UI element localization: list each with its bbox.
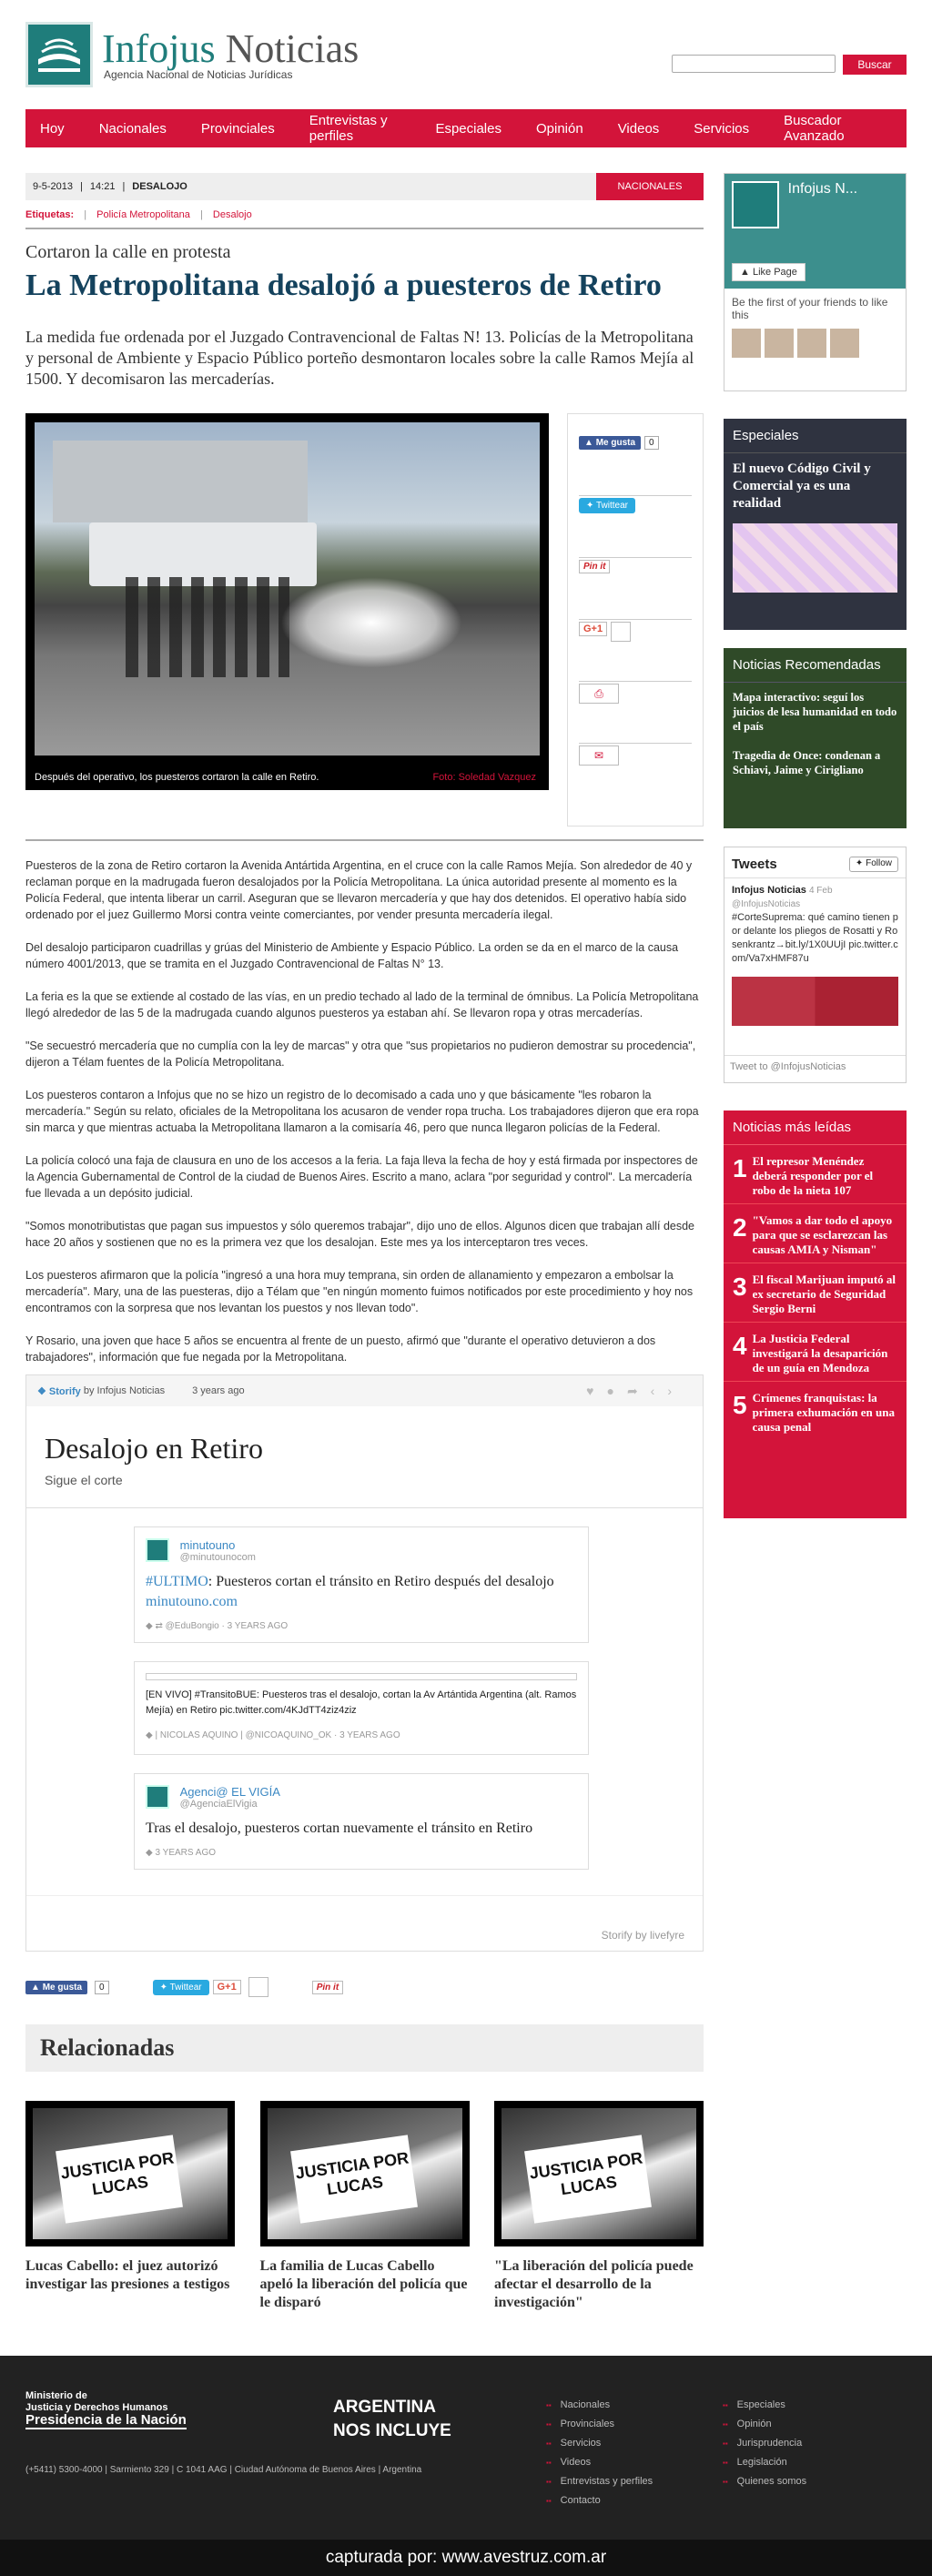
- related-heading: Relacionadas: [25, 2024, 704, 2072]
- article-photo[interactable]: [35, 422, 540, 756]
- nav-item-provinciales[interactable]: Provinciales: [200, 120, 275, 137]
- nav-item-opinion[interactable]: Opinión: [535, 120, 583, 137]
- capture-credit: capturada por: www.avestruz.com.ar: [0, 2540, 932, 2576]
- tweet-text: : Puesteros cortan el tránsito en Retiro después del desalojo: [208, 1574, 554, 1589]
- storify-author[interactable]: Infojus Noticias: [96, 1385, 166, 1396]
- related-item[interactable]: [494, 2101, 704, 2312]
- google-plus-button[interactable]: G+1: [213, 1980, 241, 1994]
- related-title[interactable]: Lucas Cabello: el juez autorizó investigar las presiones a testigos: [25, 2258, 230, 2292]
- tweet-hashtag[interactable]: #ULTIMO: [146, 1574, 208, 1589]
- photo-credit: Foto: Soledad Vazquez: [432, 772, 536, 783]
- nav-item-especiales[interactable]: Especiales: [435, 120, 501, 137]
- article-paragraph: Del desalojo participaron cuadrillas y grúas del Ministerio de Ambiente y Espacio Público. La orden se da en el marco de la causa número 4001/2013, que se tramita en el Juzgado Contravencional de Faltas N° 13.: [25, 941, 679, 970]
- storify-title: Desalojo en Retiro: [45, 1432, 263, 1465]
- storify-logo[interactable]: ❖ Storify: [37, 1385, 81, 1397]
- mas-leida-item[interactable]: 3 El fiscal Marijuan imputó al ex secretario de Seguridad Sergio Berni: [724, 1263, 907, 1323]
- mas-leida-item[interactable]: 2 "Vamos a dar todo el apoyo para que se esclarezcan las causas AMIA y Nisman": [724, 1204, 907, 1263]
- facebook-like-button[interactable]: ▲ Me gusta: [579, 436, 641, 450]
- page-name[interactable]: Infojus N...: [787, 181, 858, 197]
- article-date: 9-5-2013: [33, 181, 74, 192]
- nav-item-nacionales[interactable]: Nacionales: [98, 120, 167, 137]
- article-paragraph: Los puesteros contaron a Infojus que no se hizo un registro de lo decomisado a cada uno y que básicamente "les robaron la mercadería." Según su relato, oficiales de la Metropolitana los acusaron de vender ropa trucha. Los trabajadores dijeron que era ropa sin marca y que mientras actuaba la Metropolitana llamaron a la comisaría 46, pero que nunca llegaron policías de la Federal.: [25, 1089, 699, 1134]
- mas-leida-item[interactable]: 5 Crímenes franquistas: la primera exhumación en una causa penal: [733, 1391, 895, 1434]
- especiales-image[interactable]: [733, 523, 897, 593]
- bird-icon: ◆: [146, 1621, 153, 1631]
- footer-link[interactable]: ▪▪ Provinciales: [546, 2415, 653, 2434]
- tweet-handle: @minutounocom: [179, 1552, 256, 1563]
- brand-subtitle: Agencia Nacional de Noticias Jurídicas: [104, 68, 293, 81]
- main-nav: [25, 109, 907, 147]
- brand-name: Infojus: [102, 26, 216, 71]
- article-title: La Metropolitana desalojó a puesteros de Retiro: [25, 269, 662, 302]
- search-button[interactable]: Buscar: [843, 55, 907, 75]
- bottom-share-row: [25, 1977, 704, 1997]
- avatar[interactable]: [146, 1785, 169, 1809]
- article-photo-frame: [25, 413, 549, 790]
- twitter-share-button[interactable]: ✦ Twittear: [579, 498, 635, 513]
- twitter-share-button[interactable]: ✦ Twittear: [153, 1980, 209, 1995]
- facebook-like-button[interactable]: ▲ Me gusta: [25, 1981, 87, 1994]
- nav-item-videos[interactable]: Videos: [617, 120, 660, 137]
- article-meta: 9-5-2013 | 14:21 | DESALOJO NACIONALES: [25, 173, 704, 200]
- search-form: [672, 55, 907, 75]
- storify-subtitle: Sigue el corte: [45, 1473, 123, 1487]
- share-panel: [567, 413, 704, 827]
- article-paragraph: Puesteros de la zona de Retiro cortaron la Avenida Antártida Argentina, en el cruce con la calle Ramos Mejía. Son alrededor de 40 y reclaman porque en la madrugada fueron desalojados por la Policía Metropolitana. La única autoridad presente al momento es la Policía Federal, que intenta liberar un carril. Aseguran que se llevaron mercadería y que hay dos detenidos. El operativo había sido ordenado por el juez Guillermo Morsi contra veinte comerciantes, por vender presunta mercadería ilegal.: [25, 859, 693, 921]
- follow-button[interactable]: ✦ Follow: [849, 857, 898, 872]
- tweet-text: [EN VIVO] #TransitoBUE: Puesteros tras el desalojo, cortan la Av Artántida Argentina (alt. Ramos Mejía) en Retiro pic.twitter.com/4KJdTT4ziz4ziz: [146, 1689, 577, 1716]
- facebook-page-widget: [724, 173, 907, 391]
- storify-tweet: [134, 1773, 589, 1870]
- site-header: [0, 0, 932, 109]
- footer-link[interactable]: ▪▪ Entrevistas y perfiles: [546, 2472, 653, 2491]
- bird-icon: ◆: [146, 1730, 153, 1740]
- tweet-meta: | NICOLAS AQUINO | @NICOAQUINO_OK · 3 YEARS AGO: [155, 1730, 400, 1740]
- nav-item-entrevistas[interactable]: Entrevistas y perfiles: [309, 113, 388, 144]
- logo-book-icon: [25, 22, 93, 87]
- friend-faces: [732, 329, 898, 358]
- article-kicker: Cortaron la calle en protesta: [25, 242, 231, 262]
- email-icon[interactable]: ✉: [579, 745, 619, 766]
- storify-time: 3 years ago: [192, 1385, 245, 1396]
- footer-link[interactable]: ▪▪ Legislación: [723, 2453, 806, 2472]
- tweet-author[interactable]: Infojus Noticias: [732, 885, 806, 896]
- related-image[interactable]: [260, 2101, 470, 2246]
- sign-text: JUSTICIA POR LUCAS: [524, 2135, 652, 2223]
- footer-links-col1: [546, 2396, 653, 2510]
- footer-links-col2: [723, 2396, 806, 2491]
- mas-leidas-heading: Noticias más leídas: [724, 1111, 907, 1145]
- avatar[interactable]: [146, 1538, 169, 1562]
- tag-link[interactable]: Desalojo: [212, 209, 252, 220]
- tweet-meta: @EduBongio · 3 YEARS AGO: [165, 1621, 289, 1631]
- tag-link[interactable]: Policía Metropolitana: [96, 209, 190, 220]
- tweet-handle: @InfojusNoticias: [732, 899, 801, 909]
- article-paragraph: "Somos monotributistas que pagan sus impuestos y sólo queremos trabajar", dijo uno de ellos. Algunos dicen que trabajan allí desde hace 20 años y sostienen que no es la primera vez que los desalojan. Este mes ya los interceptaron tres veces.: [25, 1220, 695, 1249]
- related-list: [25, 2101, 704, 2312]
- related-title[interactable]: "La liberación del policía puede afectar el desarrollo de la investigación": [494, 2258, 694, 2310]
- recomendada-item[interactable]: Tragedia de Once: condenan a Schiavi, Jaime y Cirigliano: [733, 749, 881, 776]
- article-media: [25, 413, 704, 827]
- like-count: 0: [644, 436, 659, 450]
- article-paragraph: La feria es la que se extiende al costado de las vías, en un predio techado al lado de la terminal de ómnibus. La Policía Metropolitana llegó alrededor de las 5 de la madrugada cuando algunos puesteros ya estaban ahí. Se llevaron ropa y otras mercaderías.: [25, 990, 699, 1019]
- page-avatar[interactable]: [732, 181, 779, 228]
- article-time: 14:21: [89, 181, 116, 192]
- footer-link[interactable]: ▪▪ Opinión: [723, 2415, 806, 2434]
- related-title[interactable]: La familia de Lucas Cabello apeló la liberación del policía que le disparó: [259, 2258, 468, 2310]
- tweet-date: 4 Feb: [808, 886, 833, 896]
- tweet-to-input[interactable]: Tweet to @InfojusNoticias: [724, 1055, 906, 1082]
- footer-link[interactable]: ▪▪ Nacionales: [546, 2396, 653, 2415]
- related-image[interactable]: [25, 2101, 235, 2246]
- related-image[interactable]: [494, 2101, 704, 2246]
- friends-text: Be the first of your friends to like this: [732, 296, 888, 321]
- photo-caption: Después del operativo, los puesteros cortaron la calle en Retiro.: [35, 772, 319, 783]
- gplus-count: [611, 622, 631, 642]
- nav-item-servicios[interactable]: Servicios: [694, 120, 750, 137]
- pinterest-button[interactable]: Pin it: [312, 1981, 343, 1994]
- storify-footer[interactable]: Storify by livefyre: [26, 1895, 703, 1951]
- tweet-image[interactable]: [732, 977, 898, 1026]
- bird-icon: ◆: [146, 1848, 153, 1858]
- nav-item-hoy[interactable]: Hoy: [40, 120, 65, 137]
- recomendada-item[interactable]: Mapa interactivo: seguí los juicios de lesa humanidad en todo el país: [733, 691, 897, 733]
- search-input[interactable]: [672, 55, 836, 73]
- pinterest-button[interactable]: Pin it: [579, 560, 610, 573]
- article-paragraph: Y Rosario, una joven que hace 5 años se encuentra al frente de un puesto, afirmó que "durante el operativo detuvieron a dos trabajadores", información que fue negada por la Metropolitana.: [25, 1334, 656, 1364]
- print-icon[interactable]: ⎙: [579, 684, 619, 704]
- article-section: DESALOJO: [132, 181, 187, 192]
- especiales-box: [724, 419, 907, 630]
- tags-label: Etiquetas:: [25, 209, 75, 220]
- article-tags: Etiquetas: | Policía Metropolitana | Desalojo: [25, 200, 704, 229]
- sidebar: [724, 173, 907, 2312]
- like-count: 0: [95, 1981, 109, 1994]
- ministerio-logo[interactable]: Ministerio de Justicia y Derechos Humanos Presidencia de la Nación: [25, 2390, 187, 2428]
- footer-link[interactable]: ▪▪ Jurisprudencia: [723, 2434, 806, 2453]
- sign-text: JUSTICIA POR LUCAS: [56, 2135, 183, 2223]
- twitter-widget: [724, 847, 907, 1083]
- site-footer: [0, 2356, 932, 2540]
- footer-link[interactable]: ▪▪ Especiales: [723, 2396, 806, 2415]
- retweet-icon: ⇄: [155, 1621, 163, 1631]
- storify-tweet: [134, 1526, 589, 1643]
- storify-header: ❖ Storify by Infojus Noticias 3 years ago ♥●➦‹›: [26, 1375, 703, 1406]
- gplus-count: [248, 1977, 268, 1997]
- like-page-button[interactable]: ▲ Like Page: [732, 263, 805, 281]
- sign-text: JUSTICIA POR LUCAS: [290, 2135, 418, 2223]
- related-item[interactable]: [260, 2101, 470, 2312]
- mas-leida-item[interactable]: 4 La Justicia Federal investigará la desaparición de un guía en Mendoza: [724, 1323, 907, 1382]
- tweet-author[interactable]: Agenci@ EL VIGÍA: [179, 1785, 280, 1799]
- article-column: [25, 173, 704, 2312]
- site-logo[interactable]: [25, 22, 359, 87]
- article-body: [25, 857, 704, 1365]
- especiales-title[interactable]: El nuevo Código Civil y Comercial ya es una realidad: [733, 461, 871, 511]
- footer-link[interactable]: ▪▪ Quienes somos: [723, 2472, 806, 2491]
- footer-address: (+5411) 5300-4000 | Sarmiento 329 | C 1041 AAG | Ciudad Autónoma de Buenos Aires | Argentina: [25, 2465, 422, 2475]
- footer-link[interactable]: ▪▪ Videos: [546, 2453, 653, 2472]
- argentina-logo: ARGENTINA NOS INCLUYE: [333, 2398, 451, 2440]
- storify-tweet: [134, 1661, 589, 1755]
- recomendadas-heading: Noticias Recomendadas: [724, 648, 907, 683]
- footer-link[interactable]: ▪▪ Servicios: [546, 2434, 653, 2453]
- article-paragraph: "Se secuestró mercadería que no cumplía con la ley de marcas" y otra que "sus propietarios no pudieron demostrar su procedencia", dijeron a Télam fuentes de la Policía Metropolitana.: [25, 1040, 696, 1069]
- storify-embed: [25, 1374, 704, 1952]
- brand-name-noticias: Noticias: [225, 26, 360, 71]
- tweet-handle: @AgenciaElVigia: [179, 1799, 258, 1810]
- mas-leida-item[interactable]: 1 El represor Menéndez deberá responder por el robo de la nieta 107: [724, 1145, 907, 1204]
- recomendadas-box: [724, 648, 907, 828]
- article-paragraph: La policía colocó una faja de clausura en uno de los accesos a la feria. La faja lleva la fecha de hoy y está firmada por inspectores de la Agencia Gubernamental de Control de la ciudad de Buenos Aires. Escrito a mano, aclara "por seguridad y control". La mercadería fue llevada a un depósito judicial.: [25, 1154, 698, 1200]
- tweet-link[interactable]: minutouno.com: [146, 1594, 238, 1609]
- tweets-heading: Tweets: [732, 857, 777, 872]
- article-lead: La medida fue ordenada por el Juzgado Contravencional de Faltas N! 13. Policías de la Metropolitana y personal de Ambiente y Espacio Público porteño desmontaron locales sobre la calle Ramos Mejía al 1500. Y decomisaron las mercaderías.: [25, 328, 694, 388]
- especiales-heading: Especiales: [724, 419, 907, 453]
- tweet-author[interactable]: minutouno: [179, 1538, 236, 1552]
- google-plus-button[interactable]: G+1: [579, 622, 607, 636]
- article-paragraph: Los puesteros afirmaron que la policía "ingresó a una hora muy temprana, sin orden de allanamiento y empezaron a embolsar la mercadería". Mary, una de las puesteras, dijo a Télam que "en ningún momento fuimos notificados por este procedimiento y hoy nos encontramos con la sorpresa que nos levantan los puestos y nos llevan todo".: [25, 1269, 694, 1314]
- nav-item-buscador[interactable]: Buscador Avanzado: [784, 113, 845, 144]
- tweet-text: #CorteSuprema: qué camino tienen por delante los pliegos de Rosatti y Rosenkrantz→bit.ly/1X0UUjI pic.twitter.com/Va7xHMF87u: [732, 912, 898, 964]
- tweet-meta: 3 YEARS AGO: [155, 1848, 216, 1858]
- category-button[interactable]: NACIONALES: [596, 173, 704, 200]
- footer-link[interactable]: ▪▪ Contacto: [546, 2491, 653, 2510]
- tweet-text: Tras el desalojo, puesteros cortan nuevamente el tránsito en Retiro: [146, 1820, 533, 1836]
- storify-actions[interactable]: ♥●➦‹›: [586, 1383, 684, 1398]
- mas-leidas-box: [724, 1111, 907, 1518]
- related-item[interactable]: [25, 2101, 235, 2312]
